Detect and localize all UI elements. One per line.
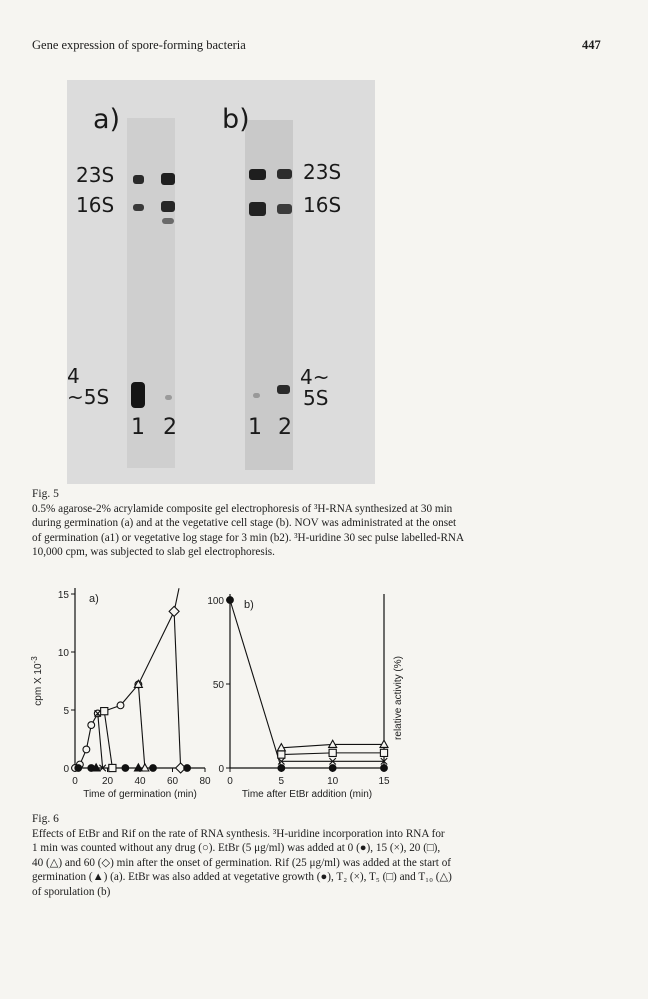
fig5-caption-line: during germination (a) and at the vegetative cell stage (b). NOV was administrated at the onset xyxy=(32,517,457,530)
y-axis-label: relative activity (%) xyxy=(393,656,404,740)
x-tick-label: 80 xyxy=(199,776,211,787)
data-point xyxy=(380,749,387,756)
marker-b-16s: 16S xyxy=(303,193,342,217)
data-point xyxy=(380,740,388,747)
running-header: Gene expression of spore-forming bacteria xyxy=(32,38,246,52)
data-point xyxy=(329,765,336,772)
series-line xyxy=(138,684,145,768)
chart-panel-label: a) xyxy=(89,593,99,605)
marker-b-5s-top: 4~ xyxy=(300,365,330,389)
data-point xyxy=(117,702,124,709)
band-b1-23s xyxy=(249,169,266,180)
fig6-caption-title: Fig. 6 xyxy=(32,813,59,825)
band-a2-23s xyxy=(161,173,175,185)
series-line xyxy=(98,713,103,768)
band-a2-5s xyxy=(165,395,172,400)
x-tick-label: 60 xyxy=(166,776,179,787)
marker-a-5s: ~5S xyxy=(67,385,110,409)
series-line xyxy=(174,611,181,768)
band-b1-16s xyxy=(249,202,266,216)
y-tick-label: 0 xyxy=(218,764,224,775)
fig5-caption-line: 10,000 cpm, was subjected to slab gel electrophoresis. xyxy=(32,546,275,559)
lane-a-2: 2 xyxy=(163,415,177,440)
data-point xyxy=(278,751,285,758)
fig5-caption xyxy=(32,487,612,560)
data-point xyxy=(169,606,179,616)
fig5-caption-line: of germination (a1) or vegetative log stage for 3 min (b2). ³H-uridine 30 sec pulse labelled-RNA xyxy=(32,531,465,544)
band-a1-5s xyxy=(131,382,145,408)
series-line xyxy=(75,588,179,768)
data-point xyxy=(278,765,285,772)
marker-a-5s-top: 4 xyxy=(67,364,80,388)
marker-a-23s: 23S xyxy=(76,163,115,187)
band-b1-5s xyxy=(253,393,260,398)
band-b2-23s xyxy=(277,169,292,179)
chart-panel-b xyxy=(207,594,404,800)
band-a2-minor xyxy=(162,218,174,224)
series-line xyxy=(230,600,384,768)
marker-b-5s: 5S xyxy=(303,386,329,410)
data-point xyxy=(83,746,90,753)
fig6-caption-line: Effects of EtBr and Rif on the rate of RNA synthesis. ³H-uridine incorporation into RNA for xyxy=(32,827,445,840)
series-line xyxy=(104,711,112,768)
x-tick-label: 0 xyxy=(72,776,78,787)
chart-panel-label: b) xyxy=(244,599,254,611)
fig6-caption-line: 1 min was counted without any drug (○). EtBr (5 μg/ml) was added at 0 (●), 15 (×), 20 (□), xyxy=(32,842,441,855)
fig5-caption-title: Fig. 5 xyxy=(32,488,59,500)
x-tick-label: 20 xyxy=(101,776,114,787)
gel-panel-b-label: b) xyxy=(222,104,250,135)
y-tick-label: 0 xyxy=(63,764,69,775)
data-point xyxy=(109,764,116,771)
y-axis-label: cpm X $10^{-3}$ xyxy=(30,656,44,706)
x-tick-label: 10 xyxy=(327,776,339,787)
lane-a-1: 1 xyxy=(131,415,145,440)
y-tick-label: 10 xyxy=(57,648,69,659)
fig6-caption xyxy=(32,812,612,900)
band-b2-16s xyxy=(277,204,292,214)
lane-b-2: 2 xyxy=(278,415,292,440)
page-number: 447 xyxy=(582,38,601,52)
data-point xyxy=(381,765,388,772)
y-tick-label: 15 xyxy=(57,590,69,601)
fig5-caption-line: 0.5% agarose-2% acrylamide composite gel electrophoresis of ³H-RNA synthesized at 30 min xyxy=(32,502,453,515)
y-tick-label: 5 xyxy=(63,706,69,717)
marker-a-16s: 16S xyxy=(76,193,115,217)
data-point xyxy=(122,765,129,772)
gel-panel-a-label: a) xyxy=(93,104,121,135)
x-tick-label: 15 xyxy=(378,776,390,787)
data-point xyxy=(75,765,82,772)
fig6-caption-line: of sporulation (b) xyxy=(32,885,111,898)
y-tick-label: 100 xyxy=(207,596,224,607)
band-a1-23s xyxy=(133,175,144,184)
data-point xyxy=(88,722,95,729)
fig6-caption-line: 40 (△) and 60 (◇) min after the onset of germination. Rif (25 μg/ml) was added at the start of xyxy=(32,856,452,869)
data-point xyxy=(227,597,234,604)
data-point xyxy=(101,708,108,715)
fig6-charts xyxy=(0,572,648,812)
x-tick-label: 0 xyxy=(227,776,233,787)
data-point xyxy=(150,765,157,772)
lane-b-1: 1 xyxy=(248,415,262,440)
fig6-caption-line: germination (▲) (a). EtBr was also added at vegetative growth (●), T₂ (×), T₅ (□) and T₁₀ (△) xyxy=(32,871,452,884)
data-point xyxy=(329,740,337,747)
data-point xyxy=(184,765,191,772)
band-b2-5s xyxy=(277,385,290,394)
data-point xyxy=(329,749,336,756)
gel-photograph xyxy=(67,80,375,484)
band-a1-16s xyxy=(133,204,144,211)
x-tick-label: 5 xyxy=(278,776,285,787)
x-axis-label: Time of germination (min) xyxy=(83,789,197,800)
y-tick-label: 50 xyxy=(212,680,224,691)
marker-b-23s: 23S xyxy=(303,160,342,184)
band-a2-16s xyxy=(161,201,175,212)
x-tick-label: 40 xyxy=(134,776,146,787)
chart-panel-a xyxy=(30,588,211,800)
x-axis-label: Time after EtBr addition (min) xyxy=(241,789,373,800)
